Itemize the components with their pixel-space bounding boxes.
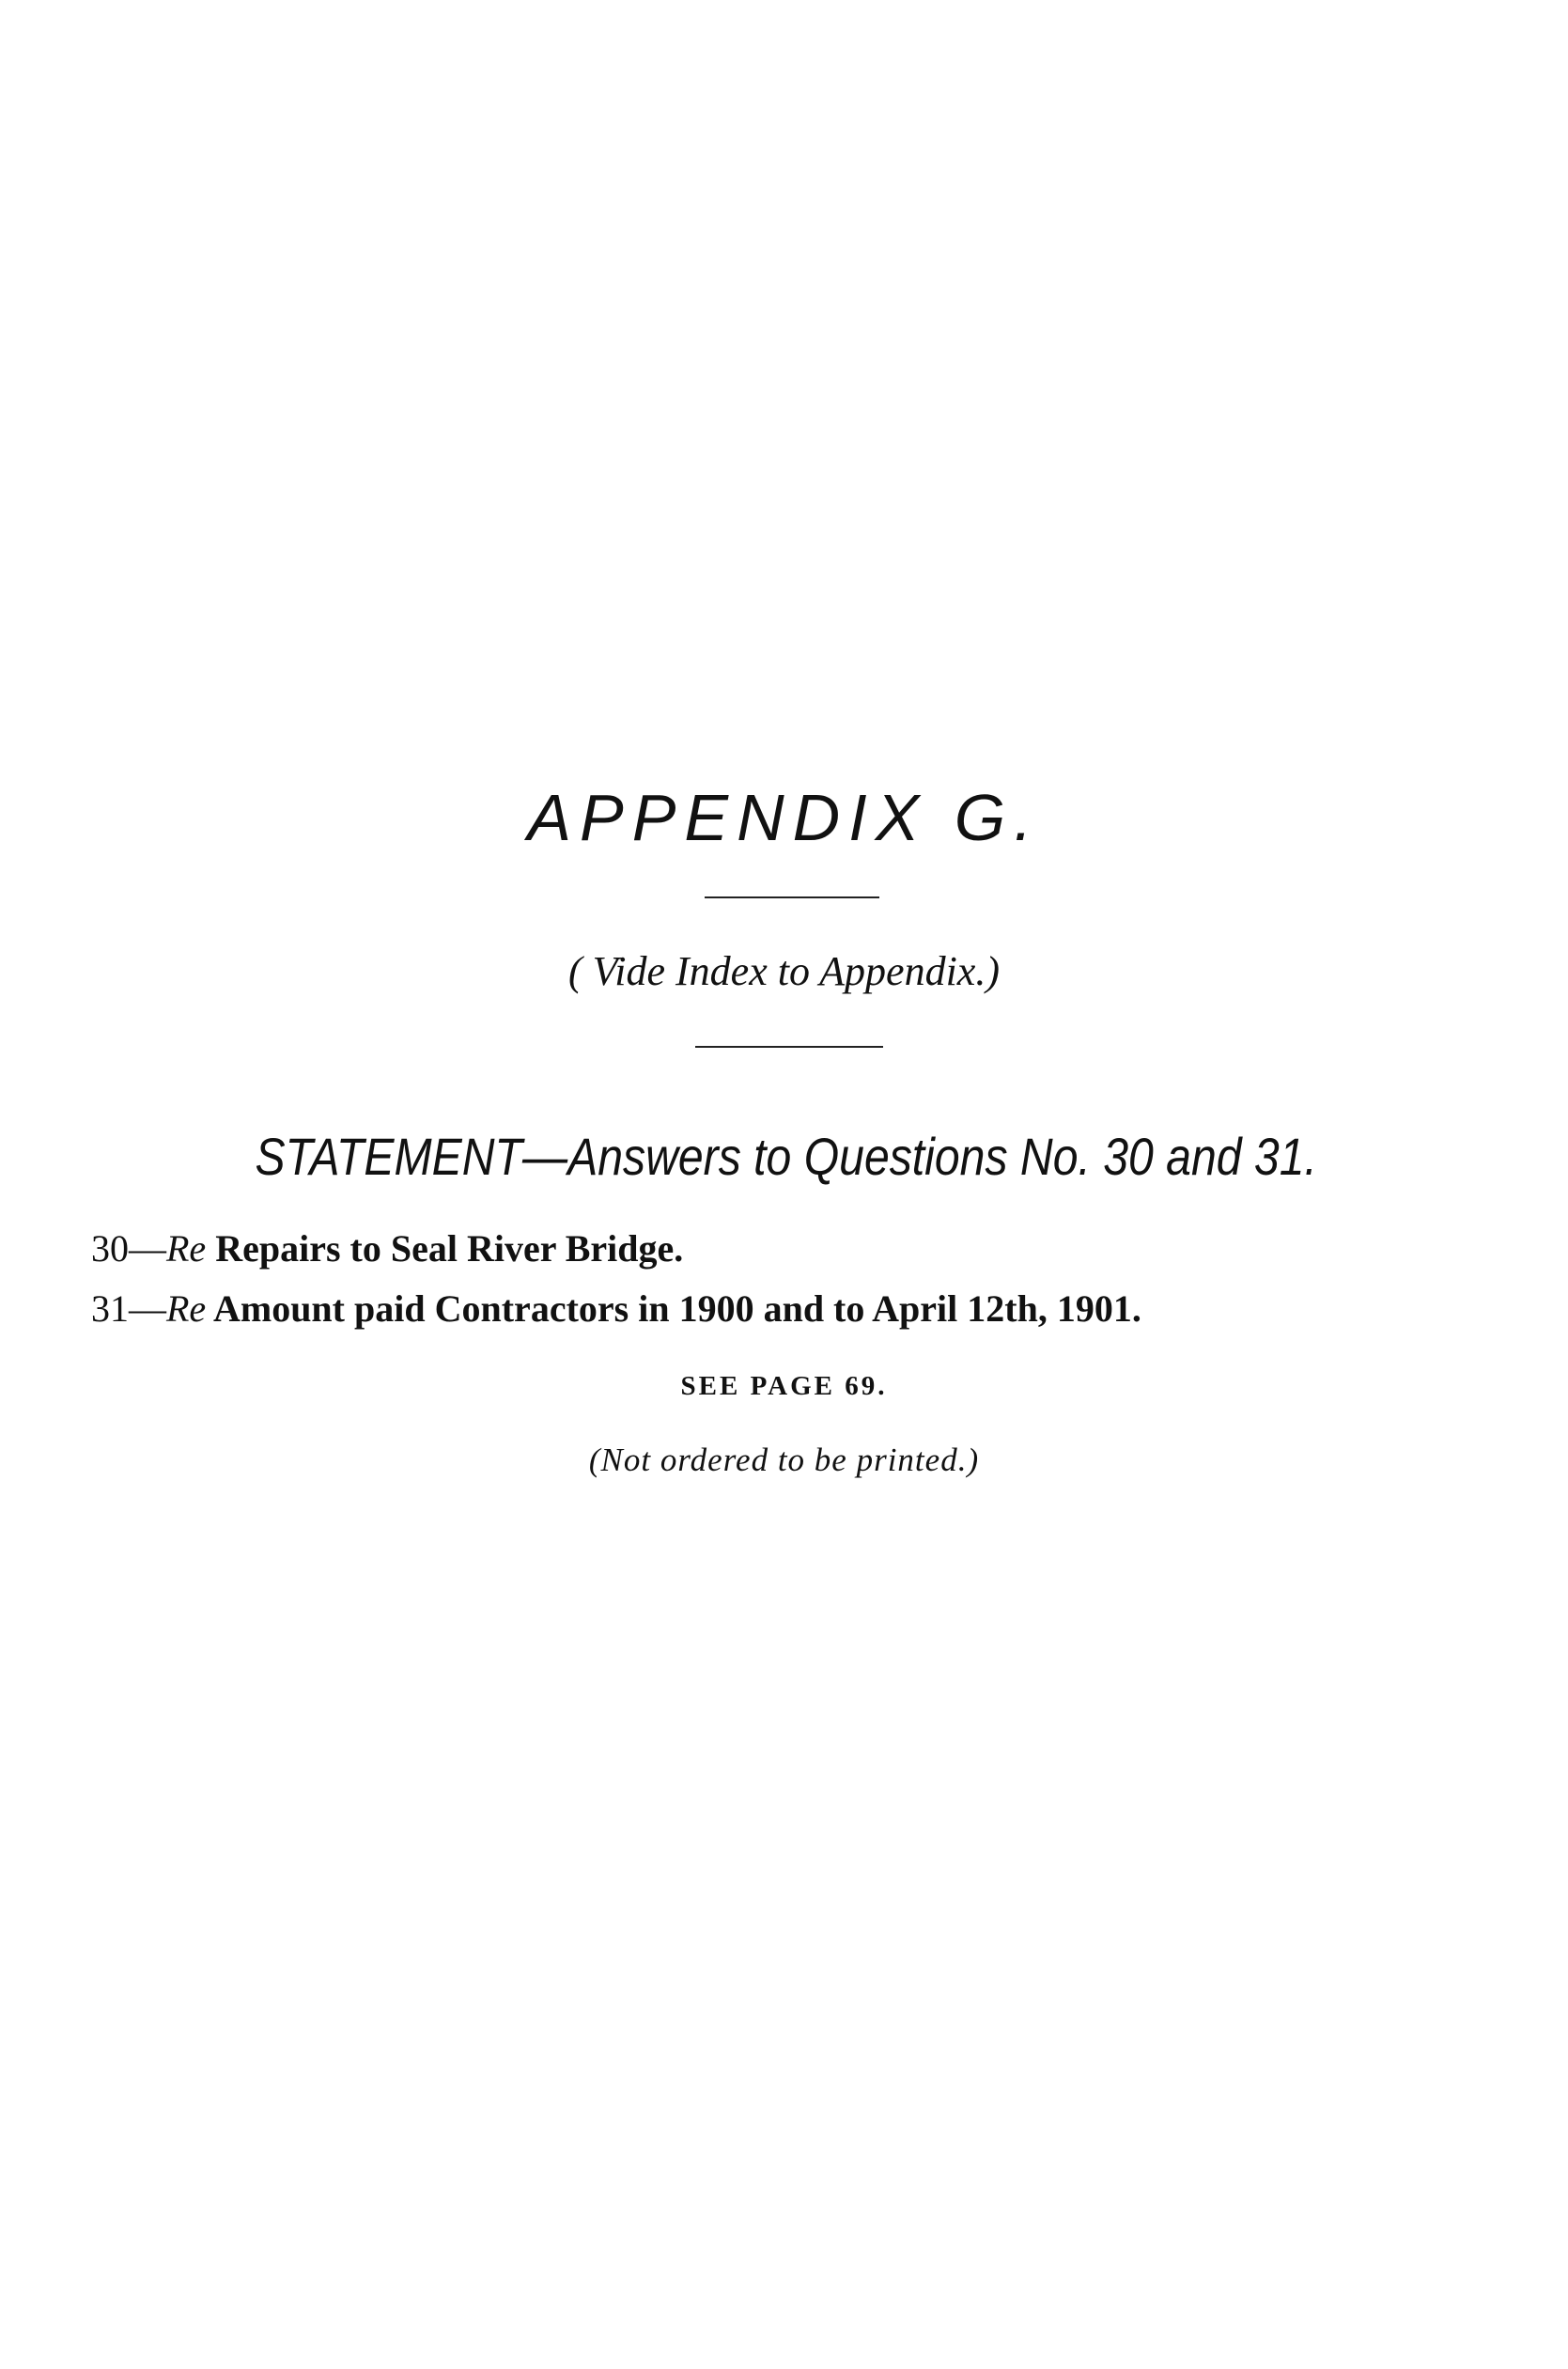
item-number: 31— <box>91 1287 166 1330</box>
item-re-prefix: Re <box>166 1287 207 1330</box>
vide-index-reference: ( Vide Index to Appendix.) <box>568 948 1000 994</box>
appendix-title: APPENDIX G. <box>527 781 1041 854</box>
statement-heading: STATEMENT—Answers to Questions No. 30 and 31. <box>255 1127 1317 1186</box>
item-number: 30— <box>91 1227 166 1270</box>
divider-rule-top <box>705 896 879 898</box>
statement-item-30 <box>91 1227 684 1270</box>
see-page-reference: SEE PAGE 69. <box>680 1371 888 1401</box>
item-re-prefix: Re <box>166 1227 207 1270</box>
item-subject: Repairs to Seal River Bridge. <box>206 1227 684 1270</box>
statement-item-31 <box>91 1287 1141 1330</box>
item-subject: Amount paid Contractors in 1900 and to April 12th, 1901. <box>206 1287 1141 1330</box>
divider-rule-bottom <box>695 1046 883 1048</box>
not-printed-note: (Not ordered to be printed.) <box>588 1442 980 1478</box>
